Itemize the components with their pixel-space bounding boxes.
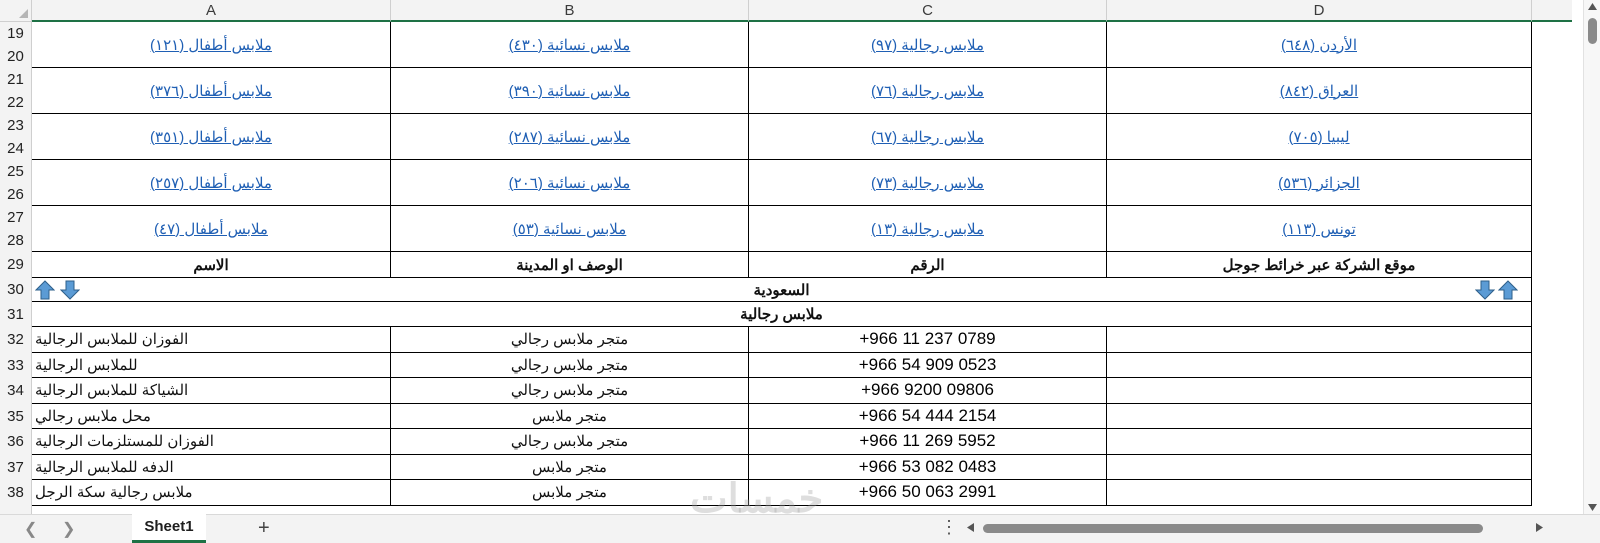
sheet-tab-bar xyxy=(0,514,1600,543)
column-title-a: الاسم xyxy=(193,256,229,274)
hyperlink-cell xyxy=(1107,160,1532,206)
description-cell[interactable] xyxy=(391,455,749,481)
vertical-scrollbar[interactable] xyxy=(1583,0,1600,514)
column-title-cell xyxy=(32,252,391,278)
row-number[interactable]: 31 xyxy=(7,306,24,323)
map-location-cell[interactable] xyxy=(1107,480,1532,506)
merged-category-cell[interactable] xyxy=(32,302,1532,327)
category-link[interactable]: ملابس رجالية (٦٧) xyxy=(871,128,984,146)
column-title-b: الوصف او المدينة xyxy=(516,256,623,274)
vertical-scroll-thumb[interactable] xyxy=(1588,18,1597,44)
store-name: ملابس رجالية سكة الرجل xyxy=(35,484,193,502)
phone-number: +966 9200 09806 xyxy=(861,380,994,400)
column-title-c: الرقم xyxy=(910,256,945,274)
phone-cell[interactable] xyxy=(749,378,1107,404)
category-link[interactable]: العراق (٨٤٢) xyxy=(1279,82,1359,100)
row-number[interactable]: 26 xyxy=(7,186,24,203)
row-number[interactable]: 37 xyxy=(7,458,24,476)
store-description: متجر ملابس xyxy=(532,407,607,425)
hyperlink-cell xyxy=(32,68,391,114)
hyperlink-cell xyxy=(32,22,391,68)
map-location-cell[interactable] xyxy=(1107,455,1532,481)
hyperlink-cell xyxy=(32,206,391,252)
hyperlink-cell xyxy=(1107,22,1532,68)
name-cell[interactable] xyxy=(32,378,391,404)
map-location-cell[interactable] xyxy=(1107,327,1532,353)
store-description: متجر ملابس رجالي xyxy=(510,356,629,374)
phone-number: +966 53 082 0483 xyxy=(858,456,997,476)
store-name: الفوزان للمستلزمات الرجالية xyxy=(35,433,214,451)
category-link[interactable]: ملابس رجالية (١٣) xyxy=(871,220,984,238)
column-header-b[interactable]: B xyxy=(391,0,749,22)
description-cell[interactable] xyxy=(391,404,749,430)
sheet-tab-sheet1[interactable]: Sheet1 xyxy=(132,514,206,543)
phone-cell[interactable] xyxy=(749,480,1107,506)
category-link[interactable]: ملابس أطفال (٣٧٦) xyxy=(150,82,272,100)
column-title-cell xyxy=(1107,252,1532,278)
row-number[interactable]: 21 xyxy=(7,71,24,88)
category-link[interactable]: ليبيا (٧٠٥) xyxy=(1288,128,1350,146)
arrow-down-icon[interactable] xyxy=(60,280,80,300)
phone-number: +966 54 444 2154 xyxy=(858,405,997,425)
column-header-d[interactable]: D xyxy=(1107,0,1532,22)
hyperlink-cell xyxy=(391,114,749,160)
category-link[interactable]: ملابس نسائية (٤٣٠) xyxy=(508,36,631,54)
column-title-cell xyxy=(391,252,749,278)
row-number[interactable]: 28 xyxy=(7,232,24,249)
hyperlink-cell xyxy=(32,160,391,206)
map-location-cell[interactable] xyxy=(1107,404,1532,430)
row-number[interactable]: 33 xyxy=(7,356,24,374)
arrow-down-icon[interactable] xyxy=(1475,280,1495,300)
store-name: الفوزان للملابس الرجالية xyxy=(35,331,189,349)
description-cell[interactable] xyxy=(391,353,749,379)
horizontal-scroll-thumb[interactable] xyxy=(983,524,1483,533)
category-link[interactable]: ملابس أطفال (١٢١) xyxy=(150,36,272,54)
store-description: متجر ملابس رجالي xyxy=(510,382,629,400)
country-title: السعودية xyxy=(753,281,810,299)
map-location-cell[interactable] xyxy=(1107,429,1532,455)
watermark: خمسات xyxy=(690,477,824,521)
column-title-d: موقع الشركة عبر خرائط جوجل xyxy=(1222,256,1416,274)
name-cell[interactable] xyxy=(32,404,391,430)
hyperlink-cell xyxy=(391,22,749,68)
row-number[interactable]: 38 xyxy=(7,484,24,501)
row-number[interactable]: 30 xyxy=(7,281,24,298)
store-name: للملابس الرجالية xyxy=(35,356,138,374)
row-number[interactable]: 20 xyxy=(7,48,24,65)
scroll-down-icon[interactable] xyxy=(1588,504,1597,511)
description-cell[interactable] xyxy=(391,480,749,506)
hyperlink-cell xyxy=(749,160,1107,206)
category-link[interactable]: ملابس أطفال (٢٥٧) xyxy=(150,174,272,192)
row-number[interactable]: 29 xyxy=(7,256,24,273)
scroll-left-icon[interactable] xyxy=(967,523,974,532)
category-link[interactable]: ملابس نسائية (٢٨٧) xyxy=(508,128,631,146)
hyperlink-cell xyxy=(749,68,1107,114)
arrow-up-icon[interactable] xyxy=(1498,280,1518,300)
row-number[interactable]: 34 xyxy=(7,382,24,399)
description-cell[interactable] xyxy=(391,378,749,404)
row-number[interactable]: 22 xyxy=(7,94,24,111)
store-description: متجر ملابس xyxy=(532,484,607,502)
more-vertical-icon[interactable]: ⋮ xyxy=(940,517,958,537)
category-link[interactable]: ملابس نسائية (٥٣) xyxy=(512,220,627,238)
category-link[interactable]: ملابس أطفال (٣٥١) xyxy=(150,128,272,146)
category-link[interactable]: الجزائر (٥٣٦) xyxy=(1278,174,1360,192)
phone-number: +966 11 237 0789 xyxy=(859,329,996,349)
chevron-right-icon[interactable]: ❯ xyxy=(62,521,76,538)
map-location-cell[interactable] xyxy=(1107,353,1532,379)
category-link[interactable]: ملابس رجالية (٧٦) xyxy=(871,82,984,100)
store-name: محل ملابس رجالي xyxy=(35,407,151,425)
hyperlink-cell xyxy=(391,206,749,252)
phone-number: +966 50 063 2991 xyxy=(858,482,997,502)
row-number[interactable]: 23 xyxy=(7,117,24,134)
phone-cell[interactable] xyxy=(749,429,1107,455)
chevron-left-icon[interactable]: ❮ xyxy=(24,521,38,538)
category-link[interactable]: ملابس نسائية (٢٠٦) xyxy=(508,174,631,192)
store-name: الشياكة للملابس الرجالية xyxy=(35,382,189,400)
column-header-c[interactable]: C xyxy=(749,0,1107,22)
row-number[interactable]: 32 xyxy=(7,331,24,348)
phone-cell[interactable] xyxy=(749,327,1107,353)
category-title: ملابس رجالية xyxy=(740,306,823,323)
description-cell[interactable] xyxy=(391,327,749,353)
store-description: متجر ملابس رجالي xyxy=(510,433,629,451)
category-link[interactable]: ملابس رجالية (٩٧) xyxy=(871,36,984,54)
hyperlink-cell xyxy=(391,68,749,114)
phone-number: +966 54 909 0523 xyxy=(858,354,997,374)
category-link[interactable]: ملابس رجالية (٧٣) xyxy=(871,174,984,192)
merged-country-cell[interactable] xyxy=(32,278,1532,302)
name-cell[interactable] xyxy=(32,353,391,379)
row-number[interactable]: 27 xyxy=(7,209,24,226)
map-location-cell[interactable] xyxy=(1107,378,1532,404)
hyperlink-cell xyxy=(391,160,749,206)
row-number[interactable]: 19 xyxy=(7,25,24,42)
description-cell[interactable] xyxy=(391,429,749,455)
hyperlink-cell xyxy=(749,206,1107,252)
hyperlink-cell xyxy=(1107,206,1532,252)
row-number[interactable]: 24 xyxy=(7,140,24,157)
hyperlink-cell xyxy=(749,114,1107,160)
horizontal-scrollbar[interactable] xyxy=(963,520,1543,534)
name-cell[interactable] xyxy=(32,327,391,353)
category-link[interactable]: ملابس أطفال (٤٧) xyxy=(154,220,268,238)
phone-cell[interactable] xyxy=(749,455,1107,481)
row-number[interactable]: 25 xyxy=(7,163,24,180)
hyperlink-cell xyxy=(749,22,1107,68)
column-header-empty xyxy=(1532,0,1572,22)
scroll-up-icon[interactable] xyxy=(1588,3,1597,10)
column-title-cell xyxy=(749,252,1107,278)
phone-cell[interactable] xyxy=(749,404,1107,430)
scroll-right-icon[interactable] xyxy=(1536,523,1543,532)
row-number[interactable]: 36 xyxy=(7,433,24,450)
category-link[interactable]: الأردن (٦٤٨) xyxy=(1281,36,1357,54)
store-name: الدفه للملابس الرجالية xyxy=(35,458,174,476)
plus-icon[interactable]: + xyxy=(258,517,270,539)
store-description: متجر ملابس xyxy=(532,458,607,476)
name-cell[interactable] xyxy=(32,480,391,506)
hyperlink-cell xyxy=(32,114,391,160)
hyperlink-cell xyxy=(1107,68,1532,114)
arrow-up-icon[interactable] xyxy=(35,280,55,300)
phone-cell[interactable] xyxy=(749,353,1107,379)
column-header-a[interactable]: A xyxy=(32,0,391,22)
category-link[interactable]: تونس (١١٣) xyxy=(1282,220,1356,238)
name-cell[interactable] xyxy=(32,429,391,455)
category-link[interactable]: ملابس نسائية (٣٩٠) xyxy=(508,82,631,100)
store-description: متجر ملابس رجالي xyxy=(510,331,629,349)
name-cell[interactable] xyxy=(32,455,391,481)
phone-number: +966 11 269 5952 xyxy=(859,431,996,451)
select-all-corner[interactable] xyxy=(0,0,32,22)
row-number[interactable]: 35 xyxy=(7,407,24,425)
hyperlink-cell xyxy=(1107,114,1532,160)
